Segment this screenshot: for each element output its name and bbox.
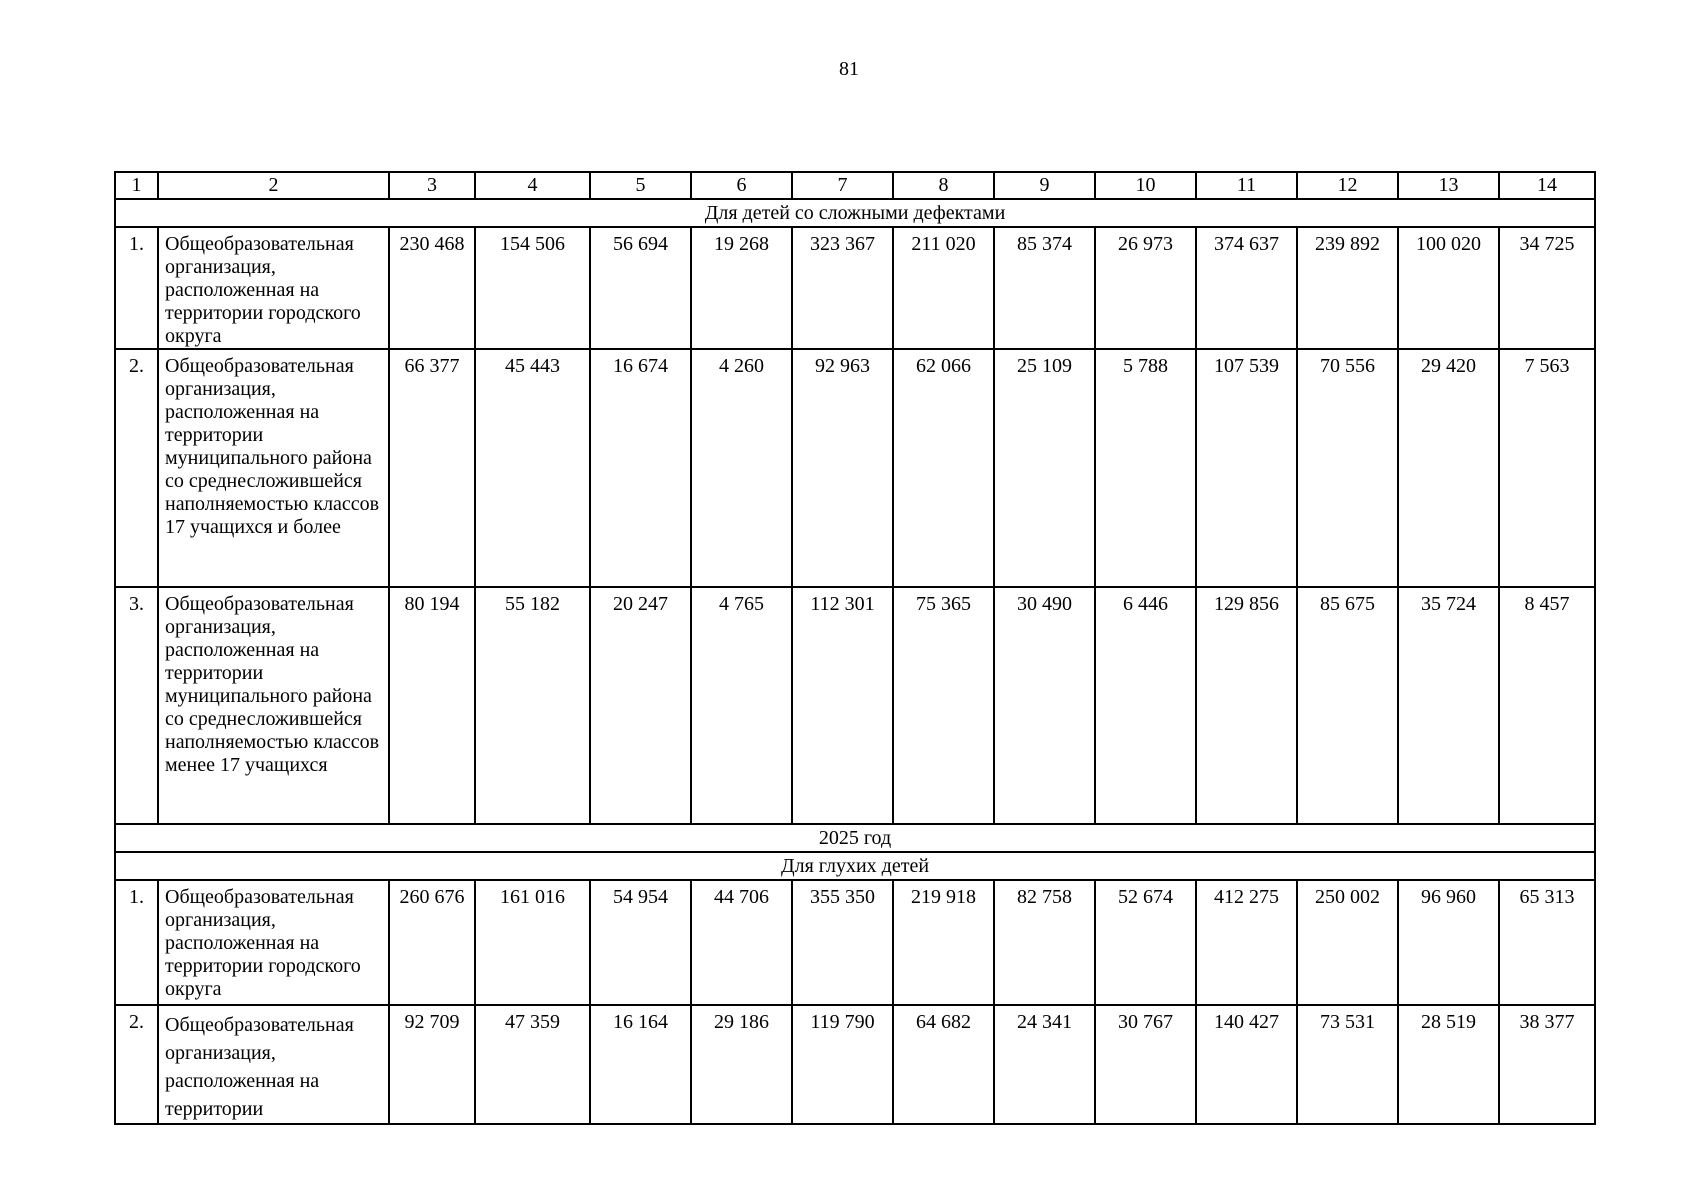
section-header-row: [115, 199, 1595, 227]
column-number: 8: [893, 172, 994, 199]
column-number: 3: [389, 172, 475, 199]
value-cell: 55 182: [475, 587, 590, 824]
table-row: [115, 349, 1595, 587]
value-cell: 19 268: [691, 227, 792, 349]
value-cell: 73 531: [1297, 1005, 1398, 1124]
row-number: 2.: [115, 1005, 158, 1124]
row-number: 2.: [115, 349, 158, 587]
table-row: [115, 880, 1595, 1005]
value-cell: 26 973: [1095, 227, 1196, 349]
value-cell: 47 359: [475, 1005, 590, 1124]
row-number: 1.: [115, 880, 158, 1005]
column-number: 11: [1196, 172, 1297, 199]
table-row: [115, 227, 1595, 349]
section-header: 2025 год: [115, 824, 1595, 852]
value-cell: 374 637: [1196, 227, 1297, 349]
organization-name: Общеобразовательная организация, расположенная на территории городского округа: [158, 880, 389, 1005]
value-cell: 96 960: [1398, 880, 1499, 1005]
value-cell: 4 260: [691, 349, 792, 587]
value-cell: 260 676: [389, 880, 475, 1005]
column-number: 7: [792, 172, 893, 199]
data-table: [114, 171, 1596, 1125]
value-cell: 52 674: [1095, 880, 1196, 1005]
column-number: 10: [1095, 172, 1196, 199]
column-number: 14: [1499, 172, 1595, 199]
value-cell: 211 020: [893, 227, 994, 349]
organization-name: Общеобразовательная организация, расположенная на территории: [158, 1005, 389, 1124]
value-cell: 56 694: [590, 227, 691, 349]
value-cell: 112 301: [792, 587, 893, 824]
value-cell: 8 457: [1499, 587, 1595, 824]
column-number: 5: [590, 172, 691, 199]
value-cell: 35 724: [1398, 587, 1499, 824]
column-number: 13: [1398, 172, 1499, 199]
organization-name: Общеобразовательная организация, расположенная на территории городского округа: [158, 227, 389, 349]
column-number: 9: [994, 172, 1095, 199]
column-number: 2: [158, 172, 389, 199]
column-number: 6: [691, 172, 792, 199]
value-cell: 75 365: [893, 587, 994, 824]
organization-name: Общеобразовательная организация, расположенная на территории муниципального района со среднесложившейся наполняемостью классов 17 учащихся и более: [158, 349, 389, 587]
value-cell: 100 020: [1398, 227, 1499, 349]
value-cell: 355 350: [792, 880, 893, 1005]
value-cell: 85 675: [1297, 587, 1398, 824]
value-cell: 323 367: [792, 227, 893, 349]
value-cell: 107 539: [1196, 349, 1297, 587]
value-cell: 64 682: [893, 1005, 994, 1124]
value-cell: 154 506: [475, 227, 590, 349]
value-cell: 29 186: [691, 1005, 792, 1124]
organization-name: Общеобразовательная организация, расположенная на территории муниципального района со среднесложившейся наполняемостью классов менее 17 учащихся: [158, 587, 389, 824]
value-cell: 44 706: [691, 880, 792, 1005]
table-row: [115, 587, 1595, 824]
value-cell: 7 563: [1499, 349, 1595, 587]
value-cell: 62 066: [893, 349, 994, 587]
value-cell: 140 427: [1196, 1005, 1297, 1124]
value-cell: 230 468: [389, 227, 475, 349]
section-header-row: [115, 824, 1595, 852]
value-cell: 82 758: [994, 880, 1095, 1005]
row-number: 3.: [115, 587, 158, 824]
value-cell: 5 788: [1095, 349, 1196, 587]
value-cell: 34 725: [1499, 227, 1595, 349]
value-cell: 30 490: [994, 587, 1095, 824]
value-cell: 80 194: [389, 587, 475, 824]
value-cell: 92 709: [389, 1005, 475, 1124]
value-cell: 54 954: [590, 880, 691, 1005]
value-cell: 161 016: [475, 880, 590, 1005]
value-cell: 38 377: [1499, 1005, 1595, 1124]
table-row: [115, 1005, 1595, 1124]
value-cell: 30 767: [1095, 1005, 1196, 1124]
value-cell: 66 377: [389, 349, 475, 587]
value-cell: 119 790: [792, 1005, 893, 1124]
column-number-row: [115, 172, 1595, 199]
row-number: 1.: [115, 227, 158, 349]
value-cell: 4 765: [691, 587, 792, 824]
value-cell: 45 443: [475, 349, 590, 587]
section-header: Для глухих детей: [115, 852, 1595, 880]
value-cell: 29 420: [1398, 349, 1499, 587]
value-cell: 412 275: [1196, 880, 1297, 1005]
value-cell: 24 341: [994, 1005, 1095, 1124]
value-cell: 92 963: [792, 349, 893, 587]
value-cell: 250 002: [1297, 880, 1398, 1005]
value-cell: 16 164: [590, 1005, 691, 1124]
value-cell: 16 674: [590, 349, 691, 587]
value-cell: 25 109: [994, 349, 1095, 587]
value-cell: 20 247: [590, 587, 691, 824]
column-number: 1: [115, 172, 158, 199]
page-number: 81: [839, 58, 859, 80]
value-cell: 65 313: [1499, 880, 1595, 1005]
value-cell: 28 519: [1398, 1005, 1499, 1124]
column-number: 12: [1297, 172, 1398, 199]
value-cell: 219 918: [893, 880, 994, 1005]
section-header: Для детей со сложными дефектами: [115, 199, 1595, 227]
value-cell: 85 374: [994, 227, 1095, 349]
value-cell: 70 556: [1297, 349, 1398, 587]
value-cell: 6 446: [1095, 587, 1196, 824]
section-header-row: [115, 852, 1595, 880]
column-number: 4: [475, 172, 590, 199]
value-cell: 129 856: [1196, 587, 1297, 824]
value-cell: 239 892: [1297, 227, 1398, 349]
